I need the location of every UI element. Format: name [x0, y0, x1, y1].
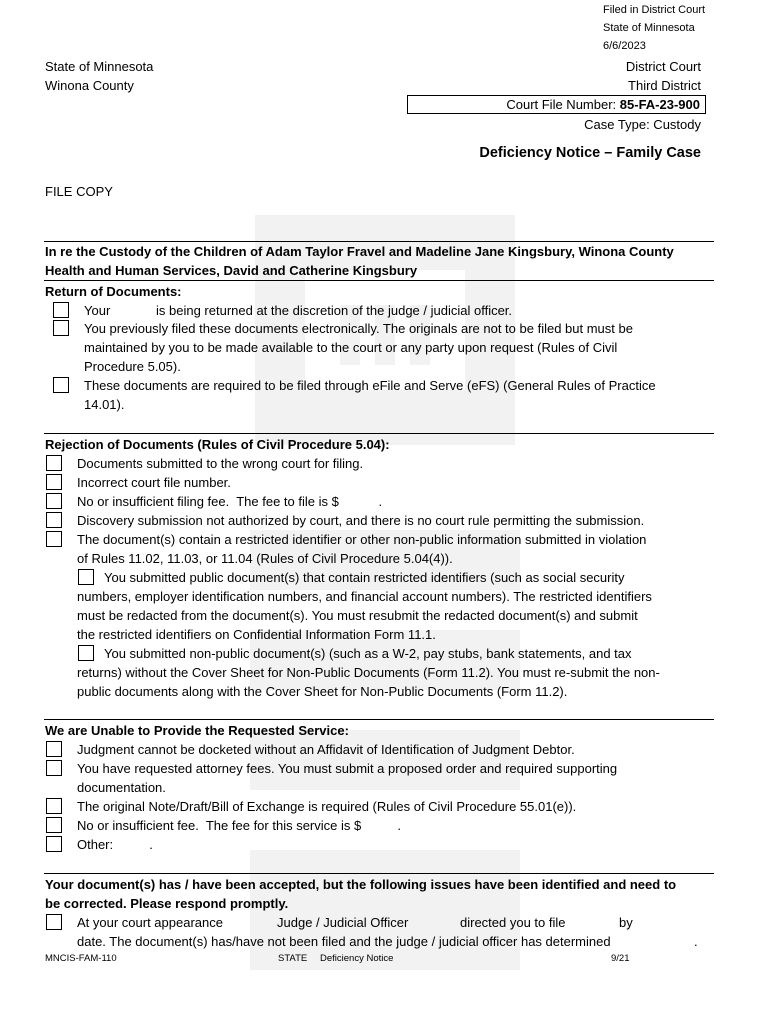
accepted-item-1a: At your court appearance [77, 915, 223, 930]
divider [44, 433, 714, 434]
rejection-item-2: Incorrect court file number. [77, 475, 231, 490]
rejection-sub-2-first: You submitted non-public document(s) (such as a W-2, pay stubs, bank statements, and tax [104, 646, 632, 661]
accepted-item-1-line2: date. The document(s) has/have not been filed and the judge / judicial officer has determined [77, 934, 611, 949]
text-line: the restricted identifiers on Confidential Information Form 11.1. [77, 627, 436, 642]
file-number-box [407, 95, 706, 114]
text-line: Your document(s) has / have been accepted, but the following issues have been identified and need to [45, 877, 677, 892]
rejection-item-4: Discovery submission not authorized by court, and there is no court rule permitting the submission. [77, 513, 645, 528]
rejection-checkbox-2[interactable] [46, 474, 62, 490]
file-number: 85-FA-23-900 [619, 97, 700, 112]
unable-checkbox-5[interactable] [46, 836, 62, 852]
accepted-item-1b: Judge / Judicial Officer [277, 915, 409, 930]
text-line: You previously filed these documents electronically. The originals are not to be filed but must be [84, 321, 633, 336]
text-line: of Rules 11.02, 11.03, or 11.04 (Rules of Civil Procedure 5.04(4)). [77, 551, 453, 566]
rejection-sub-2-rest [77, 663, 660, 701]
footer-title: Deficiency Notice [320, 953, 394, 964]
unable-checkbox-2[interactable] [46, 760, 62, 776]
unable-checkbox-4[interactable] [46, 817, 62, 833]
text-line: maintained by you to be made available to the court or any party upon request (Rules of Civil [84, 340, 618, 355]
filing-date: 6/6/2023 [603, 40, 646, 52]
divider [44, 719, 714, 720]
rejection-checkbox-4[interactable] [46, 512, 62, 528]
district-label: Third District [628, 78, 701, 93]
text-line: numbers, employer identification numbers, and financial account numbers). The restricted identifiers [77, 589, 652, 604]
text-line: You have requested attorney fees. You must submit a proposed order and required supporting [77, 761, 618, 776]
accepted-item-1c: directed you to file [460, 915, 566, 930]
county-label: Winona County [45, 78, 134, 93]
return-heading: Return of Documents: [45, 284, 182, 299]
rejection-subcheckbox-2[interactable] [78, 645, 94, 661]
text-line: documentation. [77, 780, 166, 795]
file-copy-label: FILE COPY [45, 184, 113, 199]
filing-line-1: Filed in District Court [603, 4, 706, 16]
unable-item-2 [77, 759, 617, 797]
case-type: Case Type: Custody [584, 117, 701, 132]
unable-item-1: Judgment cannot be docketed without an Affidavit of Identification of Judgment Debtor. [77, 742, 575, 757]
return-checkbox-3[interactable] [53, 377, 69, 393]
text-line: Procedure 5.05). [84, 359, 181, 374]
text-line: The document(s) contain a restricted identifier or other non-public information submitted in violation [77, 532, 647, 547]
return-item-1a: Your [84, 303, 111, 318]
state-label: State of Minnesota [45, 59, 154, 74]
footer-form-id: MNCIS-FAM-110 [45, 953, 117, 964]
unable-item-4: No or insufficient fee. The fee for this service is $ . [77, 818, 401, 833]
rejection-sub-1-first: You submitted public document(s) that contain restricted identifiers (such as social security [104, 570, 625, 585]
divider [44, 280, 714, 281]
divider [44, 873, 714, 874]
rejection-sub-1-rest [77, 587, 652, 644]
rejection-item-5 [77, 530, 646, 568]
accepted-heading [45, 875, 676, 913]
footer-version: 9/21 [611, 953, 630, 964]
filing-stamp [603, 1, 705, 55]
document-title: Deficiency Notice – Family Case [479, 145, 701, 161]
text-line: These documents are required to be filed through eFile and Serve (eFS) (General Rules of Practice [84, 378, 656, 393]
text-line: must be redacted from the document(s). You must resubmit the redacted document(s) and submit [77, 608, 638, 623]
rejection-checkbox-1[interactable] [46, 455, 62, 471]
rejection-subcheckbox-1[interactable] [78, 569, 94, 585]
unable-checkbox-3[interactable] [46, 798, 62, 814]
rejection-item-1: Documents submitted to the wrong court for filing. [77, 456, 364, 471]
accepted-checkbox-1[interactable] [46, 914, 62, 930]
rejection-heading: Rejection of Documents (Rules of Civil Procedure 5.04): [45, 437, 390, 452]
accepted-item-1d: by [619, 915, 633, 930]
rejection-item-3: No or insufficient filing fee. The fee to file is $ . [77, 494, 383, 509]
return-item-3 [84, 376, 656, 414]
return-item-2 [84, 319, 633, 376]
rejection-checkbox-3[interactable] [46, 493, 62, 509]
unable-heading: We are Unable to Provide the Requested Service: [45, 723, 349, 738]
text-line: returns) without the Cover Sheet for Non-Public Documents (Form 11.2). You must re-submit the non- [77, 665, 660, 680]
return-item-1b: is being returned at the discretion of the judge / judicial officer. [156, 303, 513, 318]
return-checkbox-1[interactable] [53, 302, 69, 318]
footer-state: STATE [278, 953, 308, 964]
accepted-item-1-end: . [694, 934, 698, 949]
file-number-label: Court File Number: [506, 97, 617, 112]
unable-item-5: Other: . [77, 837, 153, 852]
text-line: be corrected. Please respond promptly. [45, 896, 289, 911]
text-line: public documents along with the Cover Sheet for Non-Public Documents (Form 11.2). [77, 684, 568, 699]
return-checkbox-2[interactable] [53, 320, 69, 336]
court-label: District Court [625, 59, 701, 74]
unable-checkbox-1[interactable] [46, 741, 62, 757]
filing-line-2: State of Minnesota [603, 22, 695, 34]
unable-item-3: The original Note/Draft/Bill of Exchange is required (Rules of Civil Procedure 55.01(e)). [77, 799, 577, 814]
case-caption: In re the Custody of the Children of Adam Taylor Fravel and Madeline Jane Kingsbury, Winona County Health and Human Services, David and Catherine Kingsbury [45, 244, 674, 278]
text-line: 14.01). [84, 397, 125, 412]
rejection-checkbox-5[interactable] [46, 531, 62, 547]
